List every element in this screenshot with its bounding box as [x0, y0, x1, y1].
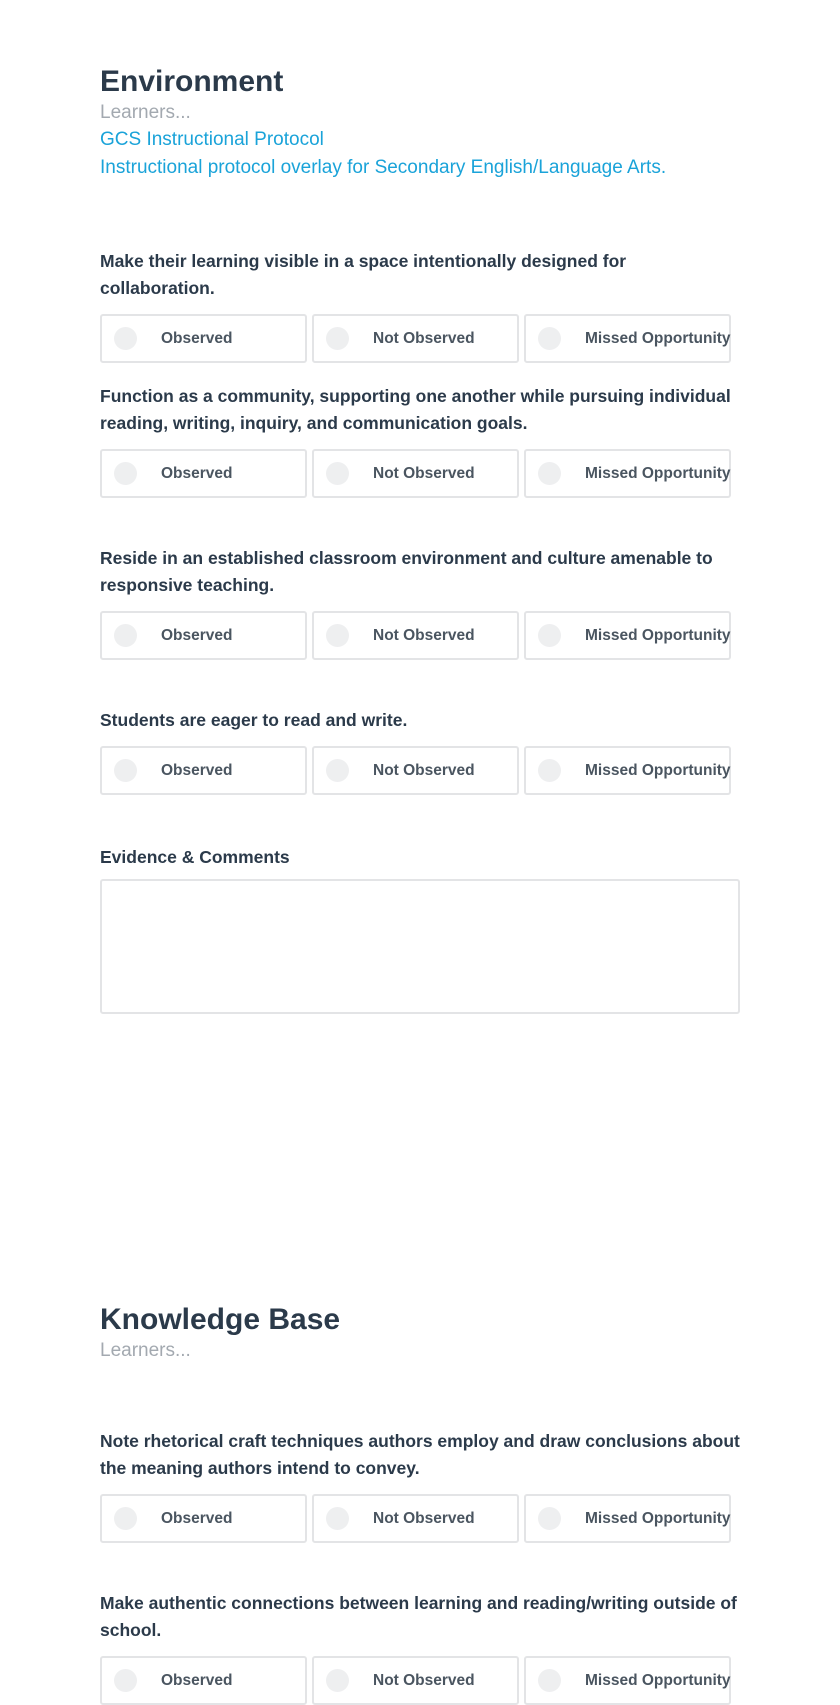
- protocol-link[interactable]: GCS Instructional Protocol: [100, 129, 324, 150]
- not-observed-option[interactable]: [312, 1656, 519, 1705]
- missed-opportunity-option[interactable]: [524, 746, 731, 795]
- not-observed-option[interactable]: [312, 449, 519, 498]
- rating-options: [100, 746, 740, 795]
- observed-option[interactable]: [100, 449, 307, 498]
- observed-option[interactable]: [100, 314, 307, 363]
- option-label: Not Observed: [373, 464, 475, 482]
- option-label: Observed: [161, 626, 233, 644]
- protocol-overlay-link[interactable]: Instructional protocol overlay for Secondary English/Language Arts.: [100, 157, 667, 178]
- question-item: [100, 248, 740, 363]
- option-label: Observed: [161, 464, 233, 482]
- radio-icon[interactable]: [114, 759, 137, 782]
- environment-section-header: [100, 64, 740, 182]
- option-label: Missed Opportunity: [585, 761, 731, 779]
- radio-icon[interactable]: [326, 624, 349, 647]
- missed-opportunity-option[interactable]: [524, 314, 731, 363]
- question-item: [100, 383, 740, 498]
- option-label: Not Observed: [373, 329, 475, 347]
- radio-icon[interactable]: [538, 759, 561, 782]
- section-subtitle: Learners...: [100, 1340, 191, 1361]
- not-observed-option[interactable]: [312, 611, 519, 660]
- not-observed-option[interactable]: [312, 314, 519, 363]
- section-subtitle: Learners...: [100, 102, 191, 123]
- rating-options: [100, 1494, 740, 1543]
- radio-icon[interactable]: [326, 1669, 349, 1692]
- rating-options: [100, 1656, 740, 1705]
- radio-icon[interactable]: [326, 462, 349, 485]
- missed-opportunity-option[interactable]: [524, 611, 731, 660]
- radio-icon[interactable]: [114, 462, 137, 485]
- question-text: Students are eager to read and write.: [100, 710, 408, 730]
- radio-icon[interactable]: [114, 624, 137, 647]
- radio-icon[interactable]: [538, 624, 561, 647]
- option-label: Missed Opportunity: [585, 464, 731, 482]
- rating-options: [100, 611, 740, 660]
- missed-opportunity-option[interactable]: [524, 1656, 731, 1705]
- section-title: Knowledge Base: [100, 1303, 341, 1336]
- section-title: Environment: [100, 65, 284, 98]
- radio-icon[interactable]: [114, 327, 137, 350]
- observed-option[interactable]: [100, 1656, 307, 1705]
- comments-textarea[interactable]: [100, 879, 740, 1014]
- question-text: Make their learning visible in a space intentionally designed for collaboration.: [100, 251, 627, 298]
- radio-icon[interactable]: [326, 1507, 349, 1530]
- missed-opportunity-option[interactable]: [524, 449, 731, 498]
- option-label: Not Observed: [373, 626, 475, 644]
- radio-icon[interactable]: [538, 462, 561, 485]
- radio-icon[interactable]: [326, 327, 349, 350]
- radio-icon[interactable]: [326, 759, 349, 782]
- radio-icon[interactable]: [538, 1507, 561, 1530]
- radio-icon[interactable]: [114, 1669, 137, 1692]
- rating-options: [100, 314, 740, 363]
- option-label: Not Observed: [373, 1671, 475, 1689]
- radio-icon[interactable]: [538, 327, 561, 350]
- option-label: Observed: [161, 1509, 233, 1527]
- option-label: Missed Opportunity: [585, 1671, 731, 1689]
- option-label: Observed: [161, 1671, 233, 1689]
- radio-icon[interactable]: [114, 1507, 137, 1530]
- question-text: Function as a community, supporting one another while pursuing individual reading, writing, inquiry, and communication goals.: [100, 386, 731, 433]
- option-label: Not Observed: [373, 1509, 475, 1527]
- question-text: Make authentic connections between learning and reading/writing outside of school.: [100, 1593, 737, 1640]
- question-item: [100, 545, 740, 660]
- question-text: Note rhetorical craft techniques authors employ and draw conclusions about the meaning authors intend to convey.: [100, 1431, 740, 1478]
- radio-icon[interactable]: [538, 1669, 561, 1692]
- question-item: [100, 1590, 740, 1705]
- option-label: Missed Opportunity: [585, 626, 731, 644]
- observed-option[interactable]: [100, 746, 307, 795]
- option-label: Not Observed: [373, 761, 475, 779]
- option-label: Observed: [161, 761, 233, 779]
- observed-option[interactable]: [100, 1494, 307, 1543]
- option-label: Observed: [161, 329, 233, 347]
- missed-opportunity-option[interactable]: [524, 1494, 731, 1543]
- option-label: Missed Opportunity: [585, 1509, 731, 1527]
- comments-label: Evidence & Comments: [100, 847, 290, 867]
- question-text: Reside in an established classroom environment and culture amenable to responsive teaching.: [100, 548, 713, 595]
- not-observed-option[interactable]: [312, 1494, 519, 1543]
- question-item: [100, 1428, 740, 1543]
- not-observed-option[interactable]: [312, 746, 519, 795]
- knowledge-base-section-header: [100, 1302, 740, 1364]
- question-item: [100, 707, 740, 795]
- evidence-comments: [100, 845, 740, 1014]
- option-label: Missed Opportunity: [585, 329, 731, 347]
- observed-option[interactable]: [100, 611, 307, 660]
- rating-options: [100, 449, 740, 498]
